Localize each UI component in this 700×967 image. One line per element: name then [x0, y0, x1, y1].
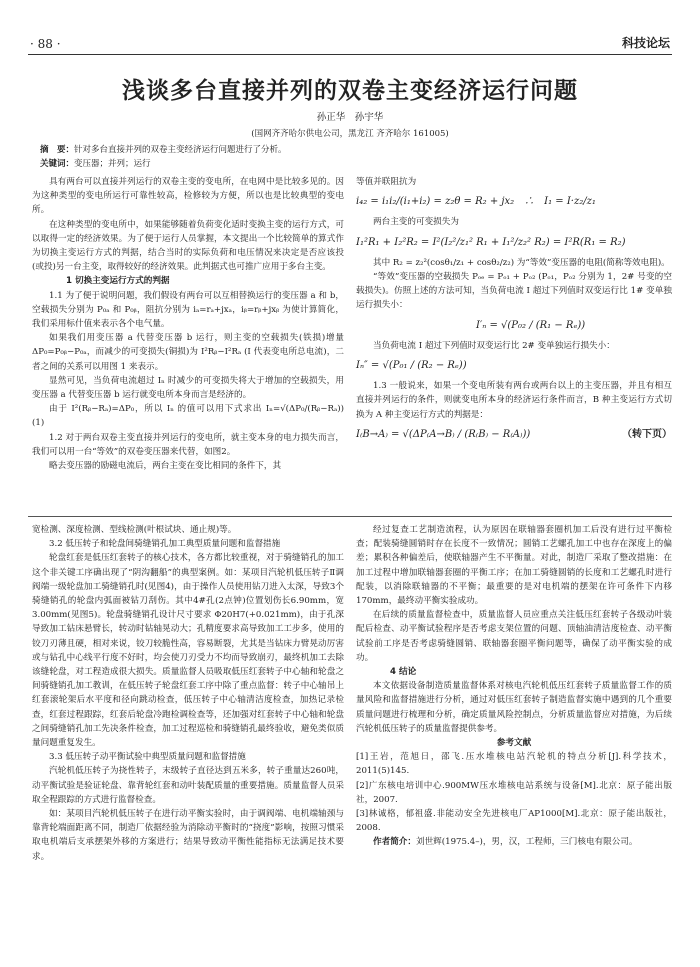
formula-losses: I₁²R₁ + I₂²R₂ = I²(I₂²/z₁² R₁ + I₁²/z₂² R₂) = I²R(R₁ = R₂) — [356, 236, 626, 248]
paragraph: 1.2 对于两台双卷主变直接并列运行的变电所，就主变本身的电力损失而言，我们可以用一台“等效”的双卷变压器来代替，如图2。 — [32, 432, 344, 457]
paragraph: 1.3 一般说来，如果一个变电所装有两台或两台以上的主变压器，并且有相互直接并列运行的条件，则就变电所本身的经济运行条件而言，B 种主变运行方式切换为 A 种主变运行方式的判据是： — [356, 381, 672, 420]
paragraph: 其中 R₂ = z₂²(cosθ₁/z₁ + cosθ₂/z₂) 为“等效”变压器的电阻(简称等效电阻)。 — [373, 257, 670, 268]
paragraph: 宽检测、深度检测、型线检测(叶根试块、通止规)等。 — [32, 525, 237, 535]
author-bio — [356, 835, 672, 849]
column-top-right — [356, 175, 672, 448]
reference-item: [1]王岩，范旭日，邵飞.压水堆核电站汽轮机的特点分析[J].科学技术，2011(5)145. — [356, 752, 672, 777]
paragraph: 在后续的质量监督检查中，质量监督人员应重点关注低压红套转子各级动叶装配后检查、动平衡试验程序是否考虑支架位置的问题、顶轴油清洁度检查、动平衡试验前工序是否考虑骑缝圆销、联轴器套圈平衡问题等，确保了动平衡实验的成功。 — [356, 610, 672, 663]
authors: 孙正华 孙宇华 — [316, 112, 384, 123]
keywords-label: 关键词： — [40, 159, 75, 169]
article-title: 浅谈多台直接并列的双卷主变经济运行问题 — [122, 78, 578, 104]
author-bio-label: 作者简介： — [373, 837, 416, 848]
column-bottom-right — [356, 523, 672, 850]
page-number: · 88 · — [30, 37, 61, 51]
keywords — [40, 157, 151, 169]
section-heading: 1 切换主变运行方式的判据 — [66, 276, 170, 287]
abstract-label: 摘 要： — [40, 145, 75, 155]
paragraph: 如：某项目汽轮机低压转子在进行动平衡实验时，由于调阀端、电机端轴颈与靠背轮端面距离不同，制造厂依据经验为消除动平衡时的“挠度”影响，按照习惯采取电机端后支承摆架外移的方案进行；结果导致动平衡性能指标无法满足技术要求。 — [32, 809, 344, 862]
subsection-heading: 3.2 低压转子和轮盘间骑缝销孔加工典型质量问题和监督措施 — [49, 539, 281, 550]
paragraph: 轮盘红套是低压红套转子的核心技术，各方都比较重视，对于骑缝销孔的加工这个非关键工序确出现了“阴沟翻船”的典型案例。如：某项目汽轮机低压转子Ⅱ调阀端一级轮盘加工骑缝销孔时(见图4)，由于操作人员使用钻刀进入太深，导致3个骑缝销孔的轮盘内弧面被钻刀刮伤。其中4#孔(2点钟)位置划伤长6.90mm，宽3.00mm(见图5)。轮盘骑缝销孔设计尺寸要求 Φ20H7(+0.021mm)，由于孔深导致加工钻床悬臂长，转动时钻轴晃动大；孔精度要求高导致加工工步多，使用的铰刀刃薄且硬，相对来说，铰刀较脆性高，容易断裂，尤其是当钻床力臂晃动厉害或与钻孔中心线平行度不好时，均会使刀刃受力不均而导致崩刃，最终机加工去除该缝轮盘，对工程造成很大损失。质量监督人员吸取低压红套转子中心轴和轮盘之间骑缝销孔加工教训，在低压转子轮盘红套工序中除了重点监督：转子中心轴吊上红套滚轮架后水平度和径向跳动检查，低压转子中心轴清洁度检查，加热记录检查，红套过程跟踪，红套后轮盘冷跑检调检查等，还加强对红套转子中心轴和轮盘之间骑缝销孔加工先决条件检查，加工过程巡检和骑缝销孔最终验收，避免类似质量问题重复发生。 — [32, 553, 344, 749]
paragraph: 在这种类型的变电所中，如果能够随着负荷变化适时变换主变的运行方式，可以取得一定的经济效果。为了便于运行人员掌握，本文提出一个比较简单的算式作为切换主变运行方式的判据，结合当时的实际负荷和电压情况来决定是否应该投(或投)另一台主变，取得较好的经济效果。此判据式也可推广应用于多台主变。 — [32, 219, 344, 273]
paragraph: 如果我们用变压器 a 代替变压器 b 运行，则主变的空载损失(铁损)增量 ΔP₀=P₀ᵦ−P₀ₐ，而减少的可变损失(铜损)为 I²Rᵦ−I²Rₐ (I 代表变电所总电流)，二者之间的关系可以用图 1 来表示。 — [32, 333, 344, 372]
paragraph: 具有两台可以直接并列运行的双卷主变的变电所，在电网中是比较多见的。因为这种类型的变电所运行可靠性较高，检修较为方便，所以也是比较典型的变电所。 — [32, 177, 344, 216]
keywords-text: 变压器；并列；运行 — [74, 159, 151, 169]
formula-i-n1: I′ₙ = √(P₀₂ / (R₁ − Rₑ)) — [476, 319, 586, 331]
paragraph: 等值并联阻抗为 — [356, 177, 417, 187]
formula-impedance: i₄₂ = i₁i₂/(i₁+i₂) = z₂θ = R₂ + jx₂ ∴ I₁ = I·z₂/z₁ — [356, 196, 596, 208]
paragraph: 略去变压器的励磁电流后，两台主变在变比相同的条件下，其 — [49, 461, 282, 472]
column-top-left — [32, 175, 353, 473]
paragraph: 经过复查工艺制造流程，认为原因在联轴器套圈机加工后没有进行过平衡检查；配装骑缝圆销时存在长度不一致情况；圆销工艺螺孔加工中也存在深度上的偏差；累积各种偏差后，使联轴器产生不平衡量。对此，制造厂采取了整改措施：在加工过程中增加联轴器套圈的平衡工序；在加工骑缝圆销的长度和工艺螺孔时进行配装，以消除联轴器的不平衡；最重要的是对电机端的摆架在许可条件下内移170mm，最终动平衡实验成功。 — [356, 525, 672, 607]
continued-label: （转下页） — [622, 428, 672, 440]
author-bio-text: 刘世辉(1975.4–)，男，汉，工程师，三门核电有限公司。 — [415, 837, 638, 848]
references-title: 参考文献 — [496, 738, 532, 749]
paragraph-formula: 由于 I²(Rᵦ−Rₐ)=ΔP₀，所以 Iₙ 的值可以用下式求出 Iₙ=√(ΔP₀/(Rᵦ−Rₐ)) (1) — [32, 404, 353, 429]
formula-criterion: I₍B→A₎ = √(ΔP₍A→B₎ / (R₍B₎ − R₍A₎)) （转下页） — [356, 428, 672, 442]
paragraph: 1.1 为了便于说明问题，我们假设有两台可以互相替换运行的变压器 a 和 b，空载损失分别为 P₀ₐ 和 P₀ᵦ，阻抗分别为 iₐ=rₐ+jxₐ，iᵦ=rᵦ+jxᵦ 为使计算简化，我们采用标什值来表示各个电气量。 — [32, 290, 344, 330]
affiliation: (国网齐齐哈尔供电公司，黑龙江 齐齐哈尔 161005) — [251, 129, 449, 139]
formula-i-n2: Iₙ″ = √(P₀₁ / (R₂ − Rₑ)) — [356, 360, 467, 372]
paragraph: 汽轮机低压转子为挠性转子，末级转子直径达到五米多，转子重量达260吨，动平衡试验是验证轮盘、靠背轮红套和动叶装配质量的重要措施。质量监督人员采取全程跟踪的方式进行监督检查。 — [32, 766, 344, 805]
article-divider — [28, 516, 672, 517]
abstract — [40, 143, 670, 155]
paragraph: 当负荷电流 I 超过下列值时双变运行比 2# 变单独运行损失小： — [373, 340, 615, 351]
reference-item: [2]广东核电培训中心.900MW压水堆核电站系统与设备[M].北京：原子能出版社，2007. — [356, 780, 672, 805]
paragraph: 本文依据设备制造质量监督体系对核电汽轮机低压红套转子质量监督工作的质量风险和监督措施进行分析，通过对低压红套转子制造监督实施中遇到的几个重要质量问题进行梳理和分析，确定质量风险控制点，分析质量监督应对措施，为后续汽轮机低压转子的质量监督提供参考。 — [356, 681, 672, 734]
section-label: 科技论坛 — [621, 36, 670, 50]
section-heading: 4 结论 — [390, 667, 417, 678]
header-rule — [28, 54, 672, 55]
subsection-heading: 3.3 低压转子动平衡试验中典型质量问题和监督措施 — [49, 752, 246, 763]
abstract-text: 针对多台直接并列的双卷主变经济运行问题进行了分析。 — [74, 145, 287, 155]
paragraph: 显然可见，当负荷电流超过 Iₙ 时减少的可变损失将大于增加的空载损失，用变压器 a 代替变压器 b 运行就变电所本身而言是经济的。 — [32, 375, 344, 401]
column-bottom-left — [32, 523, 344, 864]
reference-item: [3]林诚格，郁祖盛.非能动安全先进核电厂AP1000[M].北京：原子能出版社，2008. — [356, 809, 672, 834]
paragraph: 两台主变的可变损失为 — [373, 217, 459, 228]
paragraph: “等效”变压器的空载损失 Pₒₑ = Pₒ₁ + Pₒ₂ (Pₒ₁，Pₒ₂ 分别为 1，2# 号变的空载损失)。仿照上述的方法可知，当负荷电流 I 超过下列值时双变运行比 1# 变单独运行损失小： — [356, 272, 672, 311]
